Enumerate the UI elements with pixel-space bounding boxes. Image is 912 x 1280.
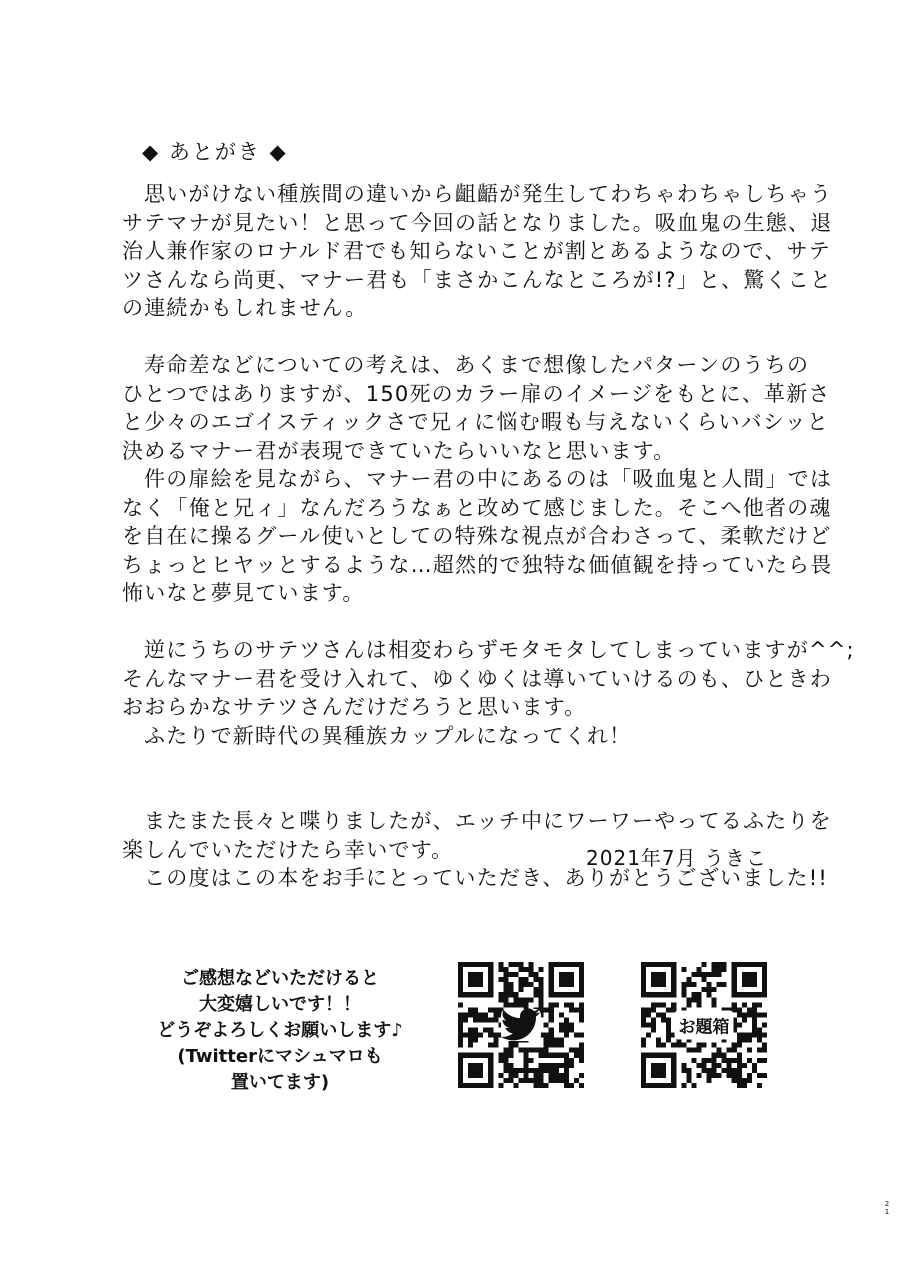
text-line: そんなマナー君を受け入れて、ゆくゆくは導いていけるのも、ひときわ: [122, 666, 832, 691]
text-line: を自在に操るグール使いとしての特殊な視点が合わさって、柔軟だけど: [122, 524, 832, 548]
text-line: ひとつではありますが、150死のカラー扉のイメージをもとに、革新さ: [122, 381, 831, 406]
text-line: 寿命差などについての考えは、あくまで想像したパターンのうちの: [144, 353, 810, 377]
cta-line: どうぞよろしくお願いします♪: [157, 1020, 403, 1041]
cta-line: 大変嬉しいです！！: [199, 994, 361, 1015]
odaibako-label: お題箱: [675, 1011, 734, 1040]
text-line: の連続かもしれません。: [122, 296, 368, 320]
cta-line: ご感想などいただけると: [181, 968, 379, 989]
text-line: 楽しんでいただけたら幸いです。: [122, 837, 454, 862]
text-line: この度はこの本をお手にとっていただき、ありがとうございました!!: [144, 866, 828, 890]
text-line: なく「俺と兄ィ」なんだろうなぁと改めて感じました。そこへ他者の魂: [122, 495, 832, 520]
text-line: 思いがけない種族間の違いから齟齬が発生してわちゃわちゃしちゃう: [144, 182, 833, 206]
text-line: 件の扉絵を見ながら、マナー君の中にあるのは「吸血鬼と人間」では: [144, 467, 833, 491]
afterword-heading: ◆ あとがき ◆: [142, 140, 288, 164]
afterword-body: [122, 180, 855, 893]
paragraph-5: [122, 722, 802, 751]
page-number: 21: [884, 1200, 890, 1216]
text-line: ツさんなら尚更、マナー君も「まさかこんなところが!?」と、驚くこと: [122, 267, 833, 292]
cta-line: (Twitterにマシュマロも: [177, 1046, 383, 1067]
text-line: と少々のエゴイスティックさで兄ィに悩む暇も与えないくらいバシッと: [122, 410, 830, 434]
twitter-qr-code[interactable]: [458, 962, 584, 1088]
text-line: ふたりで新時代の異種族カップルになってくれ！: [144, 723, 632, 748]
text-line: おおらかなサテツさんだけだろうと思います。: [122, 695, 587, 719]
paragraph-2: [122, 351, 831, 465]
text-line: サテマナが見たい！と思って今回の話となりました。吸血鬼の生態、退: [122, 210, 833, 235]
odaibako-qr-code[interactable]: [641, 962, 767, 1088]
text-line: 治人兼作家のロナルド君でも知らないことが割とあるようなので、サテ: [122, 239, 831, 263]
feedback-message: [130, 966, 430, 1096]
paragraph-3: [122, 465, 833, 608]
text-line: またまた長々と喋りましたが、エッチ中にワーワーやってるふたりを: [144, 809, 832, 833]
paragraph-4: [122, 636, 855, 722]
text-line: ちょっとヒヤッとするような…超然的で独特な価値観を持っていたら畏: [122, 552, 833, 577]
text-line: 逆にうちのサテツさんは相変わらずモタモタしてしまっていますが^^;: [144, 638, 855, 662]
twitter-bird-icon: [501, 1009, 541, 1041]
cta-line: 置いてます): [230, 1072, 330, 1093]
text-line: 怖いなと夢見ています。: [122, 581, 365, 605]
text-line: 決めるマナー君が表現できていたらいいなと思います。: [122, 438, 676, 463]
paragraph-1: [122, 180, 833, 323]
signature: 2021年7月 うきこ: [586, 846, 767, 870]
